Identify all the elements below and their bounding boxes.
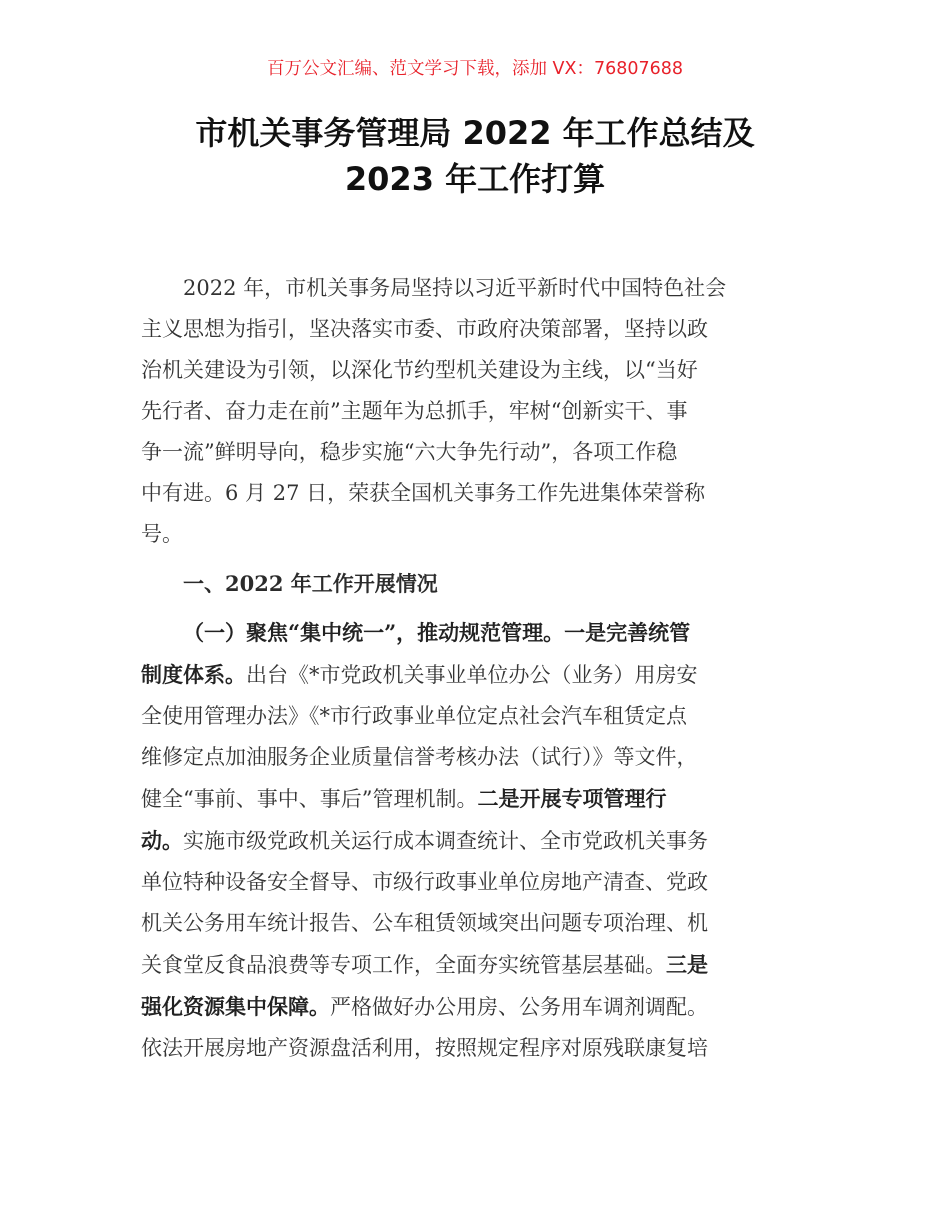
text-run: 严格做好办公用房、公务用车调剂调配。: [330, 995, 708, 1019]
watermark-banner: 百万公文汇编、范文学习下载，添加 VX：76807688: [266, 59, 684, 79]
bold-run: 动。: [141, 828, 183, 853]
para-line: [141, 1028, 813, 1069]
text-run: 出台《*市党政机关事业单位办公（业务）用房安: [246, 663, 698, 687]
para-line: [141, 862, 813, 903]
intro-line: 2022 年，市机关事务局坚持以习近平新时代中国特色社会: [183, 276, 727, 300]
para-line: [141, 737, 813, 778]
para-line: [141, 654, 813, 696]
para-line: [141, 903, 813, 944]
text-run: 全使用管理办法》《*市行政事业单位定点社会汽车租赁定点: [141, 704, 687, 728]
intro-line: 号。: [141, 522, 183, 546]
text-run: 健全“事前、事中、事后”管理机制。: [141, 787, 478, 811]
para-line: [141, 778, 813, 820]
intro-paragraph: [141, 268, 813, 555]
intro-line: 治机关建设为引领，以深化节约型机关建设为主线，以“当好: [141, 358, 698, 382]
title-line-2: 2023 年工作打算: [344, 160, 606, 198]
text-run: 关食堂反食品浪费等专项工作，全面夯实统管基层基础。: [141, 953, 666, 977]
para-line: [141, 696, 813, 737]
bold-run: 制度体系。: [141, 662, 246, 687]
text-run: 单位特种设备安全督导、市级行政事业单位房地产清查、党政: [141, 870, 708, 894]
document-title: [0, 110, 950, 202]
para-line: [141, 944, 813, 986]
intro-line: 中有进。6 月 27 日，荣获全国机关事务工作先进集体荣誉称: [141, 481, 706, 505]
bold-run: 三是: [666, 952, 708, 977]
bold-run: 二是开展专项管理行: [477, 786, 667, 811]
para-line: [141, 612, 813, 654]
text-run: 实施市级党政机关运行成本调查统计、全市党政机关事务: [183, 829, 708, 853]
intro-line: 争一流”鲜明导向，稳步实施“六大争先行动”，各项工作稳: [141, 440, 678, 464]
intro-line: 先行者、奋力走在前”主题年为总抓手，牢树“创新实干、事: [141, 399, 688, 423]
intro-line: 主义思想为指引，坚决落实市委、市政府决策部署，坚持以政: [141, 317, 708, 341]
text-run: 依法开展房地产资源盘活利用，按照规定程序对原残联康复培: [141, 1036, 708, 1060]
text-run: 机关公务用车统计报告、公车租赁领域突出问题专项治理、机: [141, 911, 708, 935]
bold-run: （一）聚焦“集中统一”，推动规范管理。一是完善统管: [183, 620, 691, 645]
text-run: 维修定点加油服务企业质量信誉考核办法（试行）》等文件，: [141, 745, 698, 769]
para-line: [141, 820, 813, 862]
document-body: [141, 268, 813, 1069]
subsection-1-paragraph: [141, 612, 813, 1069]
section-heading: 一、2022 年工作开展情况: [183, 571, 438, 596]
para-line: [141, 986, 813, 1028]
bold-run: 强化资源集中保障。: [141, 994, 330, 1019]
title-line-1: 市机关事务管理局 2022 年工作总结及: [195, 114, 755, 152]
